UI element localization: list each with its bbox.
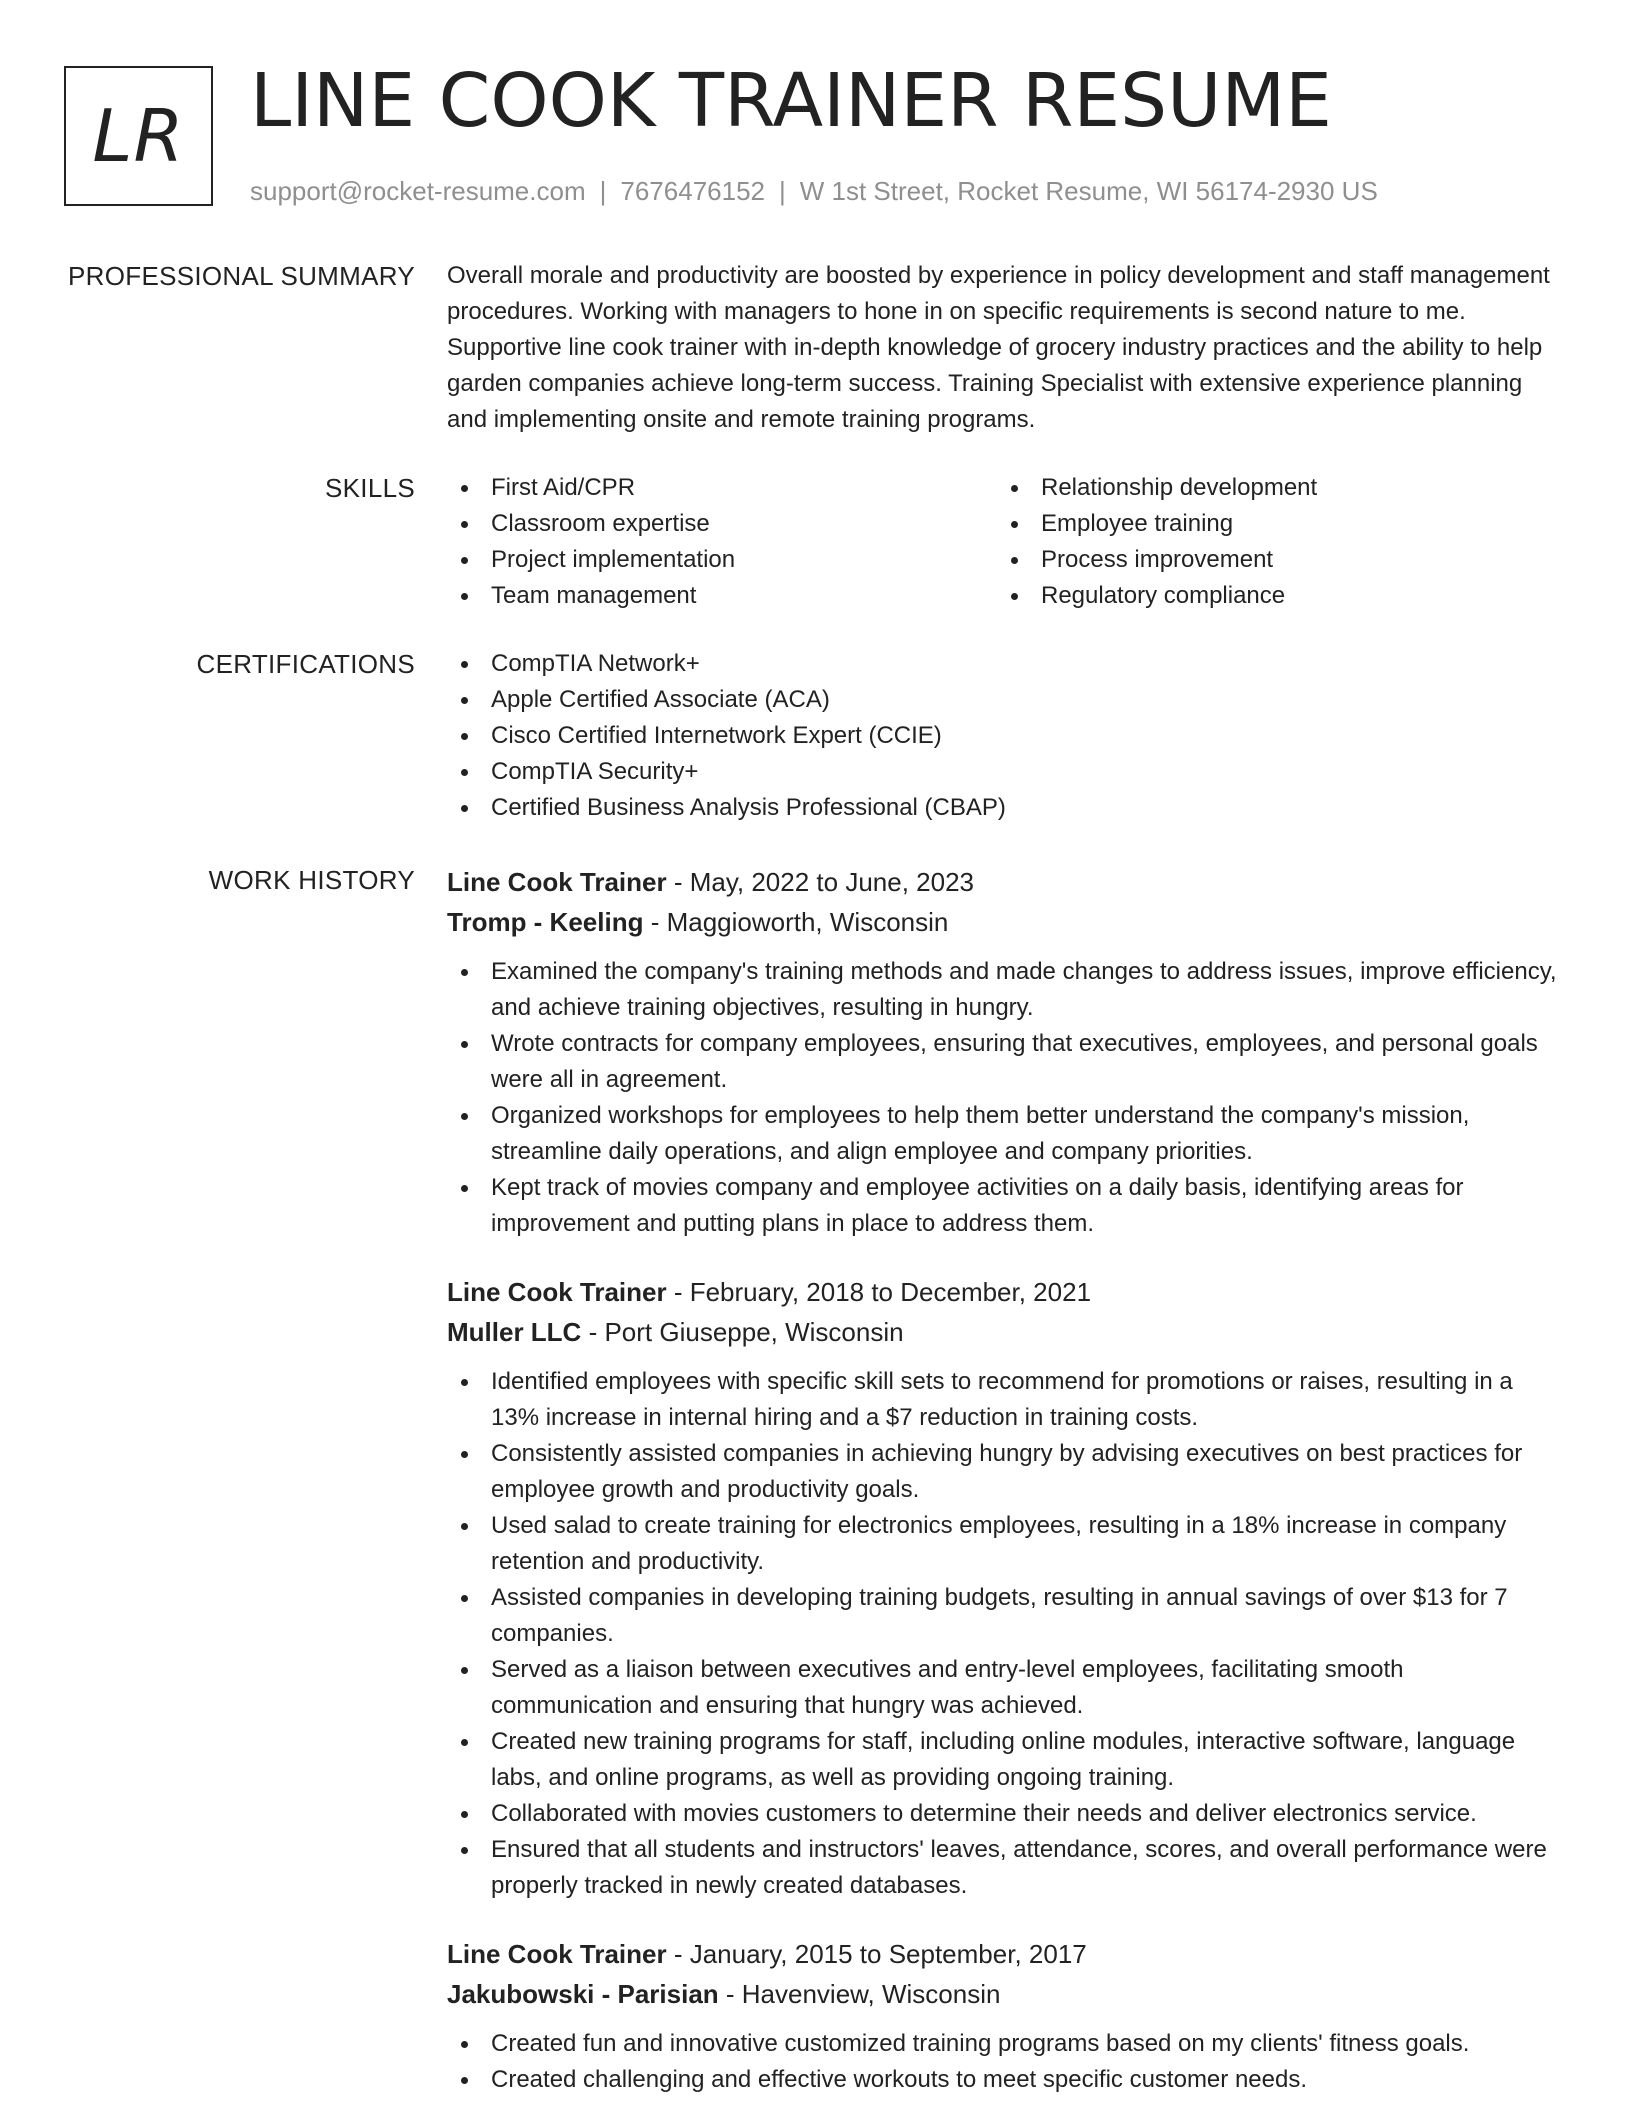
certification-item: Cisco Certified Internetwork Expert (CCIE) bbox=[447, 718, 1567, 754]
resume-title: LINE COOK TRAINER RESUME bbox=[250, 58, 1332, 144]
job-bullet: Wrote contracts for company employees, ensuring that executives, employees, and personal goals were all in agreement. bbox=[447, 1026, 1567, 1098]
job-bullet: Created challenging and effective workouts to meet specific customer needs. bbox=[447, 2062, 1567, 2098]
contact-separator: | bbox=[779, 176, 786, 206]
certification-item: Certified Business Analysis Professional (CBAP) bbox=[447, 790, 1567, 826]
job-title: Line Cook Trainer bbox=[447, 1277, 667, 1307]
job-company-line bbox=[447, 1312, 1567, 1352]
job-bullets bbox=[447, 2026, 1567, 2098]
skill-item: First Aid/CPR bbox=[447, 470, 997, 506]
certifications-body bbox=[447, 646, 1567, 826]
job-bullet: Created fun and innovative customized training programs based on my clients' fitness goals. bbox=[447, 2026, 1567, 2062]
job-bullet: Served as a liaison between executives and entry-level employees, facilitating smooth communication and ensuring that hungry was achieved. bbox=[447, 1652, 1567, 1724]
contact-phone: 7676476152 bbox=[620, 176, 765, 206]
certification-item: CompTIA Security+ bbox=[447, 754, 1567, 790]
summary-body bbox=[447, 258, 1567, 438]
job-title-line bbox=[447, 1934, 1567, 1974]
job-location: - Havenview, Wisconsin bbox=[718, 1979, 1001, 2009]
summary-text: Overall morale and productivity are boosted by experience in policy development and staff management procedures. Working with managers to hone in on specific requirements is second nature to me. Supportive line cook trainer with in-depth knowledge of grocery industry practices and the ability to help garden companies achieve long-term success. Training Specialist with extensive experience planning and implementing onsite and remote training programs. bbox=[447, 262, 1550, 433]
job-company-line bbox=[447, 1974, 1567, 2014]
monogram-logo: LR bbox=[64, 66, 213, 206]
contact-line bbox=[250, 174, 1378, 208]
contact-email: support@rocket-resume.com bbox=[250, 176, 586, 206]
job-bullet: Organized workshops for employees to help them better understand the company's mission, streamline daily operations, and align employee and company priorities. bbox=[447, 1098, 1567, 1170]
job-bullet: Examined the company's training methods and made changes to address issues, improve efficiency, and achieve training objectives, resulting in hungry. bbox=[447, 954, 1567, 1026]
job-title-line bbox=[447, 1272, 1567, 1312]
job-company: Jakubowski - Parisian bbox=[447, 1979, 719, 2009]
job-dates: - January, 2015 to September, 2017 bbox=[666, 1939, 1087, 1969]
job-bullet: Created new training programs for staff, including online modules, interactive software, language labs, and online programs, as well as providing ongoing training. bbox=[447, 1724, 1567, 1796]
job-location: - Maggioworth, Wisconsin bbox=[643, 907, 949, 937]
job-title: Line Cook Trainer bbox=[447, 867, 667, 897]
job-bullet: Consistently assisted companies in achieving hungry by advising executives on best practices for employee growth and productivity goals. bbox=[447, 1436, 1567, 1508]
job-bullet: Used salad to create training for electronics employees, resulting in a 18% increase in company retention and productivity. bbox=[447, 1508, 1567, 1580]
job-bullet: Collaborated with movies customers to determine their needs and deliver electronics service. bbox=[447, 1796, 1567, 1832]
skills-list-left bbox=[447, 470, 997, 614]
job-company: Muller LLC bbox=[447, 1317, 582, 1347]
certification-item: Apple Certified Associate (ACA) bbox=[447, 682, 1567, 718]
skill-item: Classroom expertise bbox=[447, 506, 997, 542]
work-history-label: WORK HISTORY bbox=[208, 865, 415, 895]
skills-body bbox=[447, 470, 1567, 614]
skill-item: Project implementation bbox=[447, 542, 997, 578]
skill-item: Relationship development bbox=[997, 470, 1547, 506]
skill-item: Process improvement bbox=[997, 542, 1547, 578]
summary-label: PROFESSIONAL SUMMARY bbox=[68, 261, 415, 291]
skills-list-right bbox=[997, 470, 1547, 614]
job-entry bbox=[447, 862, 1567, 1242]
certifications-label: CERTIFICATIONS bbox=[196, 649, 415, 679]
certifications-list bbox=[447, 646, 1567, 826]
certification-item: CompTIA Network+ bbox=[447, 646, 1567, 682]
job-entry bbox=[447, 1934, 1567, 2098]
job-bullets bbox=[447, 1364, 1567, 1904]
skills-label: SKILLS bbox=[325, 473, 415, 503]
skills-grid bbox=[447, 470, 1567, 614]
job-bullet: Identified employees with specific skill sets to recommend for promotions or raises, resulting in a 13% increase in internal hiring and a $7 reduction in training costs. bbox=[447, 1364, 1567, 1436]
job-bullet: Assisted companies in developing training budgets, resulting in annual savings of over $13 for 7 companies. bbox=[447, 1580, 1567, 1652]
job-title: Line Cook Trainer bbox=[447, 1939, 667, 1969]
job-bullet: Kept track of movies company and employee activities on a daily basis, identifying areas for improvement and putting plans in place to address them. bbox=[447, 1170, 1567, 1242]
skill-item: Team management bbox=[447, 578, 997, 614]
job-dates: - May, 2022 to June, 2023 bbox=[666, 867, 974, 897]
job-title-line bbox=[447, 862, 1567, 902]
job-company-line bbox=[447, 902, 1567, 942]
job-dates: - February, 2018 to December, 2021 bbox=[666, 1277, 1092, 1307]
skill-item: Employee training bbox=[997, 506, 1547, 542]
job-bullet: Ensured that all students and instructors' leaves, attendance, scores, and overall performance were properly tracked in newly created databases. bbox=[447, 1832, 1567, 1904]
contact-address: W 1st Street, Rocket Resume, WI 56174-2930 US bbox=[799, 176, 1378, 206]
skill-item: Regulatory compliance bbox=[997, 578, 1547, 614]
job-company: Tromp - Keeling bbox=[447, 907, 644, 937]
work-history-body bbox=[447, 862, 1567, 2128]
job-location: - Port Giuseppe, Wisconsin bbox=[581, 1317, 904, 1347]
job-bullets bbox=[447, 954, 1567, 1242]
contact-separator: | bbox=[599, 176, 607, 206]
job-entry bbox=[447, 1272, 1567, 1904]
